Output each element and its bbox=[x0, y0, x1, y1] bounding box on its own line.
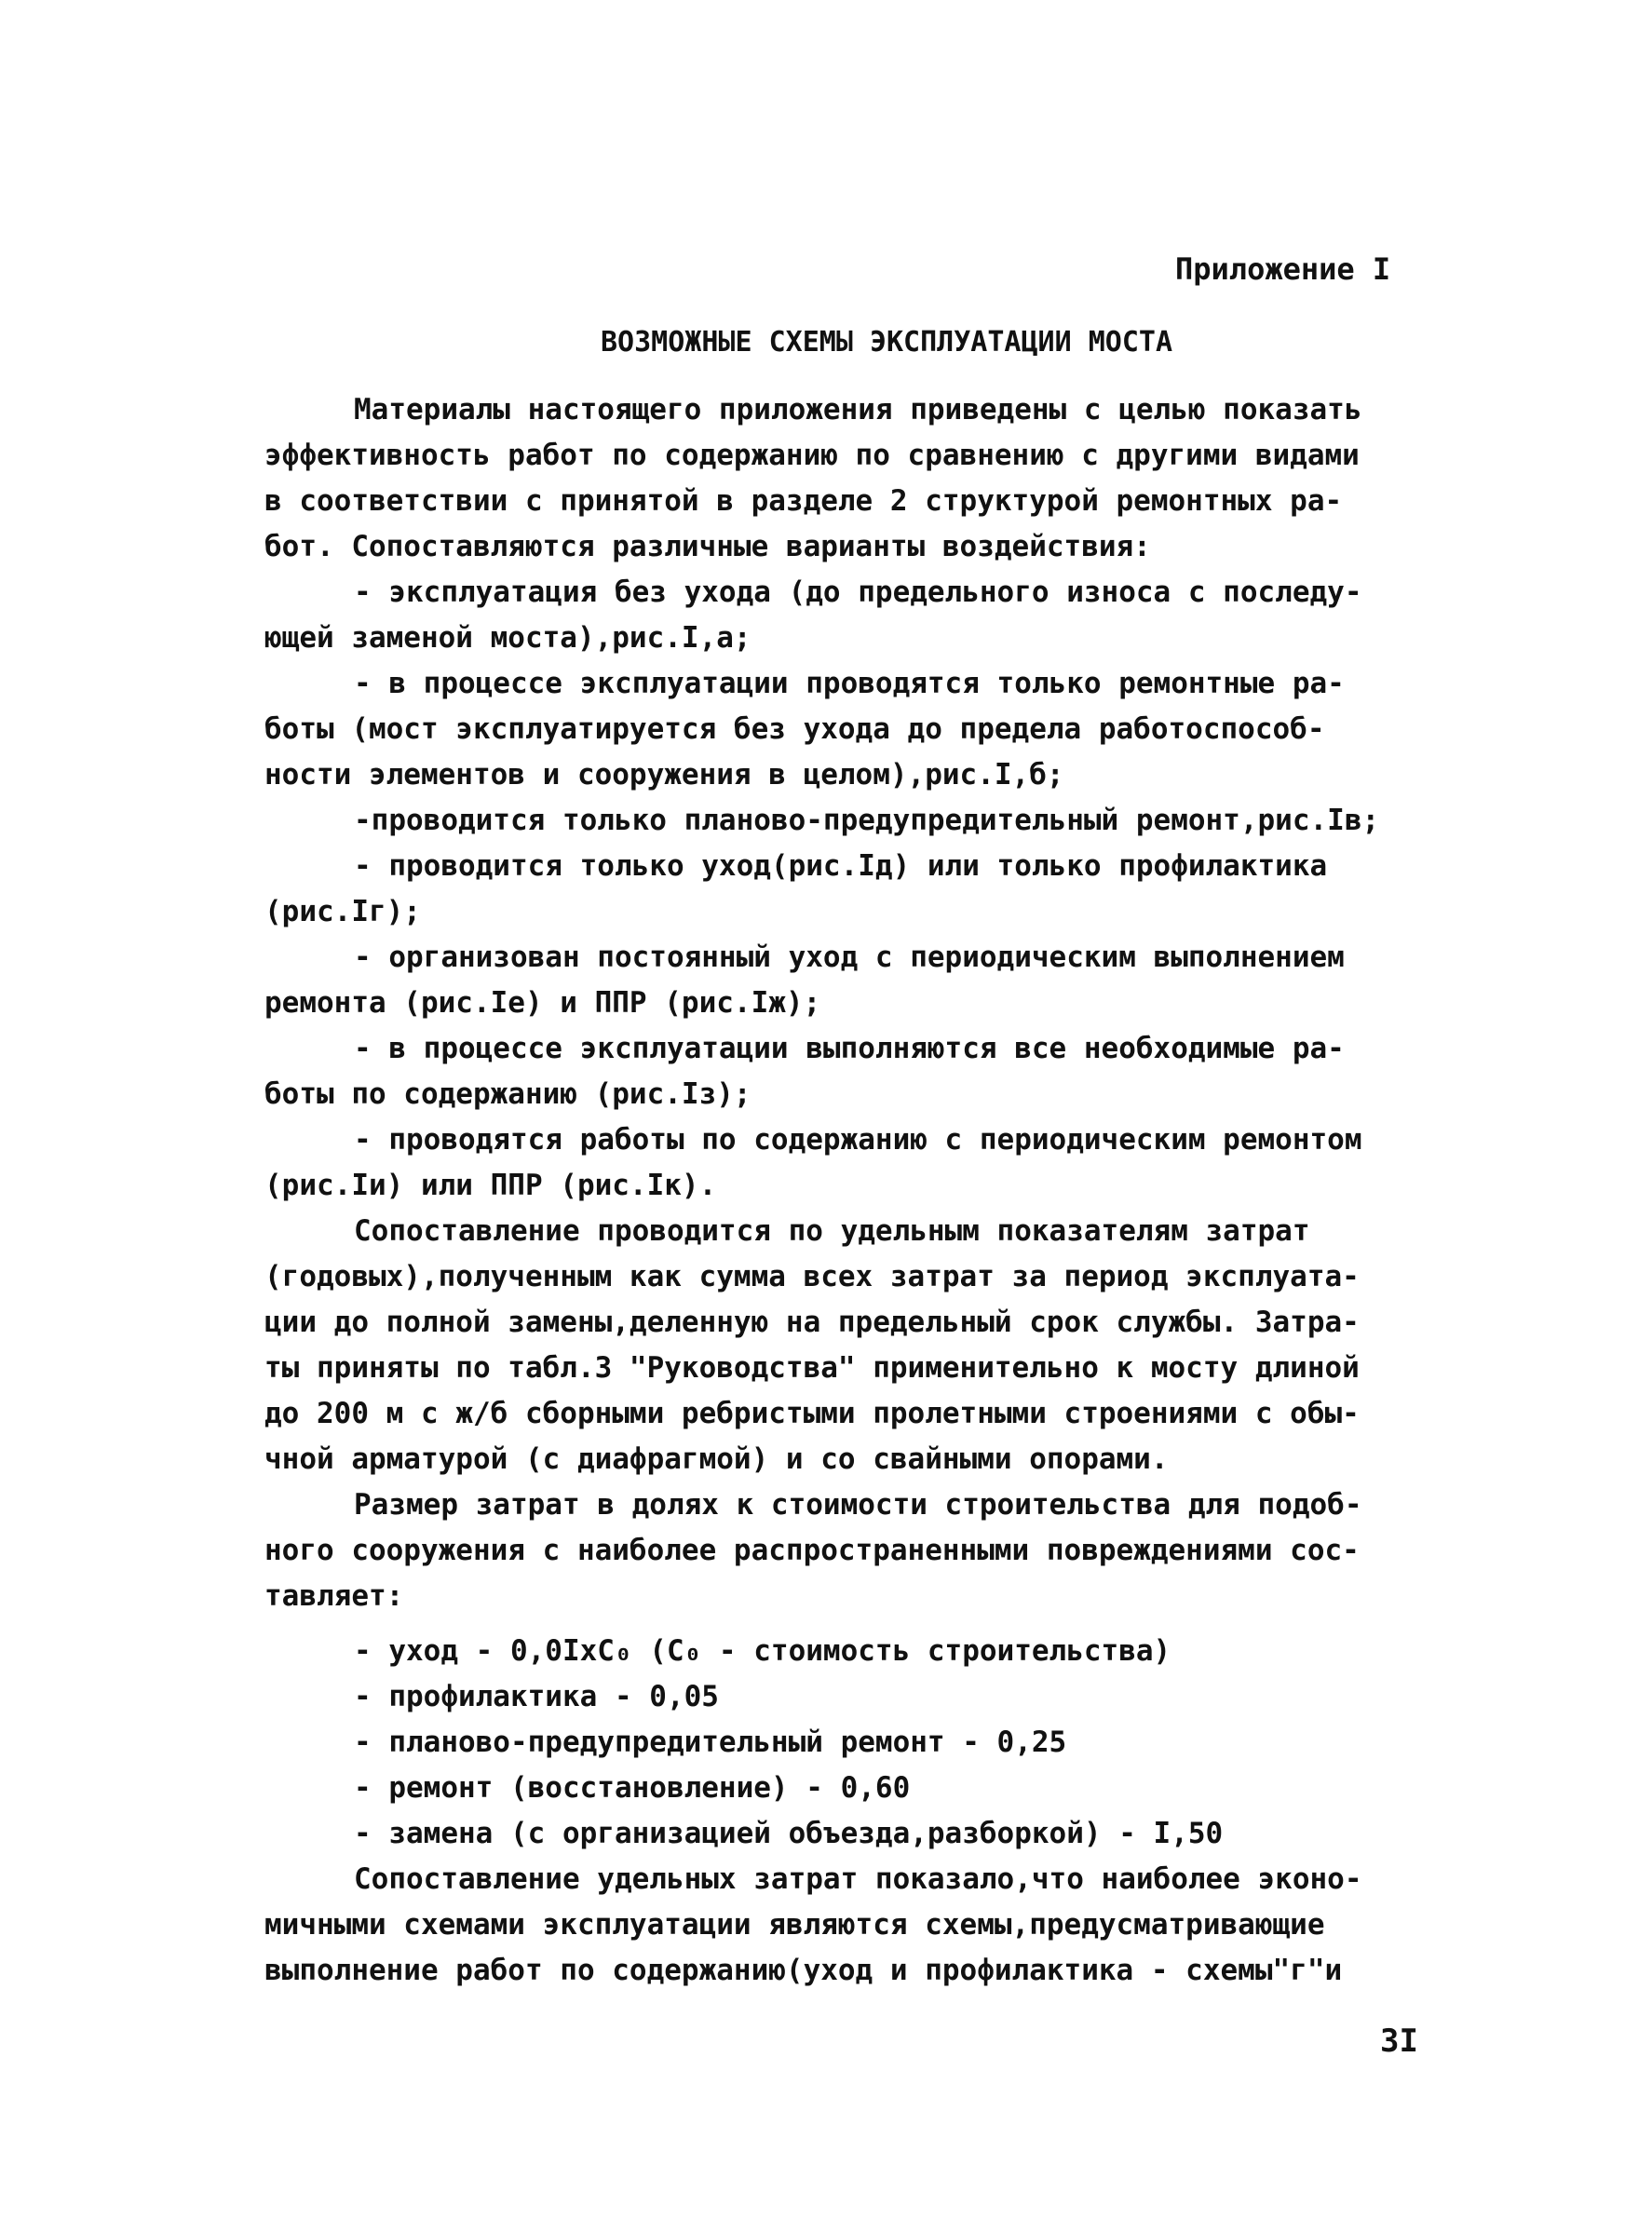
text-line: - организован постоянный уход с периодическим выполнением bbox=[354, 941, 1345, 974]
text-line: Сопоставление удельных затрат показало,что наиболее эконо- bbox=[354, 1862, 1362, 1896]
text-line: выполнение работ по содержанию(уход и профилактика - схемы"г"и bbox=[264, 1954, 1343, 1987]
text-line: до 200 м с ж/б сборными ребристыми пролетными строениями с обы- bbox=[264, 1397, 1360, 1430]
page-number: 3I bbox=[1380, 2023, 1418, 2060]
text-line: чной арматурой (с диафрагмой) и со свайными опорами. bbox=[264, 1442, 1169, 1476]
text-line: - проводятся работы по содержанию с периодическим ремонтом bbox=[354, 1123, 1362, 1157]
text-line: тавляет: bbox=[264, 1579, 404, 1613]
document-body bbox=[264, 387, 1438, 1994]
cost-item: - профилактика - 0,05 bbox=[354, 1680, 719, 1713]
cost-list bbox=[264, 1629, 1438, 1857]
text-line: ного сооружения с наиболее распространенными повреждениями сос- bbox=[264, 1534, 1360, 1567]
text-line: ции до полной замены,деленную на предельный срок службы. Затра- bbox=[264, 1306, 1360, 1339]
text-line: ности элементов и сооружения в целом),рис.I,б; bbox=[264, 758, 1064, 792]
text-line: в соответствии с принятой в разделе 2 структурой ремонтных ра- bbox=[264, 484, 1343, 518]
cost-item: - ремонт (восстановление) - 0,60 bbox=[354, 1771, 911, 1805]
text-line: ты приняты по табл.3 "Руководства" применительно к мосту длиной bbox=[264, 1351, 1360, 1385]
text-line: -проводится только планово-предупредительный ремонт,рис.Iв; bbox=[354, 804, 1380, 837]
text-line: Размер затрат в долях к стоимости строительства для подоб- bbox=[354, 1488, 1362, 1522]
text-line: - эксплуатация без ухода (до предельного износа с последу- bbox=[354, 575, 1362, 609]
text-line: ющей заменой моста),рис.I,а; bbox=[264, 621, 752, 655]
text-line: (рис.Iи) или ППР (рис.Iк). bbox=[264, 1169, 717, 1202]
text-line: - в процессе эксплуатации выполняются все необходимые ра- bbox=[354, 1032, 1345, 1065]
text-line: ремонта (рис.Iе) и ППР (рис.Iж); bbox=[264, 986, 821, 1020]
text-line: бот. Сопоставляются различные варианты воздействия: bbox=[264, 530, 1151, 563]
page-title: ВОЗМОЖНЫЕ СХЕМЫ ЭКСПЛУАТАЦИИ МОСТА bbox=[600, 326, 1173, 359]
cost-item: - уход - 0,0IxC₀ (C₀ - стоимость строительства) bbox=[354, 1634, 1171, 1668]
text-line: мичными схемами эксплуатации являются схемы,предусматривающие bbox=[264, 1908, 1325, 1942]
text-line: эффективность работ по содержанию по сравнению с другими видами bbox=[264, 439, 1360, 472]
text-line: - в процессе эксплуатации проводятся только ремонтные ра- bbox=[354, 667, 1345, 700]
cost-item: - планово-предупредительный ремонт - 0,25 bbox=[354, 1726, 1067, 1759]
cost-item: - замена (с организацией объезда,разборкой) - I,50 bbox=[354, 1817, 1224, 1850]
paragraph-block bbox=[264, 387, 1438, 1619]
text-line: - проводится только уход(рис.Iд) или только профилактика bbox=[354, 849, 1328, 883]
text-line: (рис.Iг); bbox=[264, 895, 421, 928]
closing-paragraph bbox=[264, 1857, 1438, 1994]
appendix-label: Приложение I bbox=[1175, 251, 1391, 287]
text-line: Материалы настоящего приложения приведены с целью показать bbox=[354, 393, 1362, 426]
text-line: (годовых),полученным как сумма всех затрат за период эксплуата- bbox=[264, 1260, 1360, 1293]
text-line: боты по содержанию (рис.Iз); bbox=[264, 1077, 752, 1111]
text-line: Сопоставление проводится по удельным показателям затрат bbox=[354, 1214, 1310, 1248]
text-line: боты (мост эксплуатируется без ухода до предела работоспособ- bbox=[264, 712, 1325, 746]
